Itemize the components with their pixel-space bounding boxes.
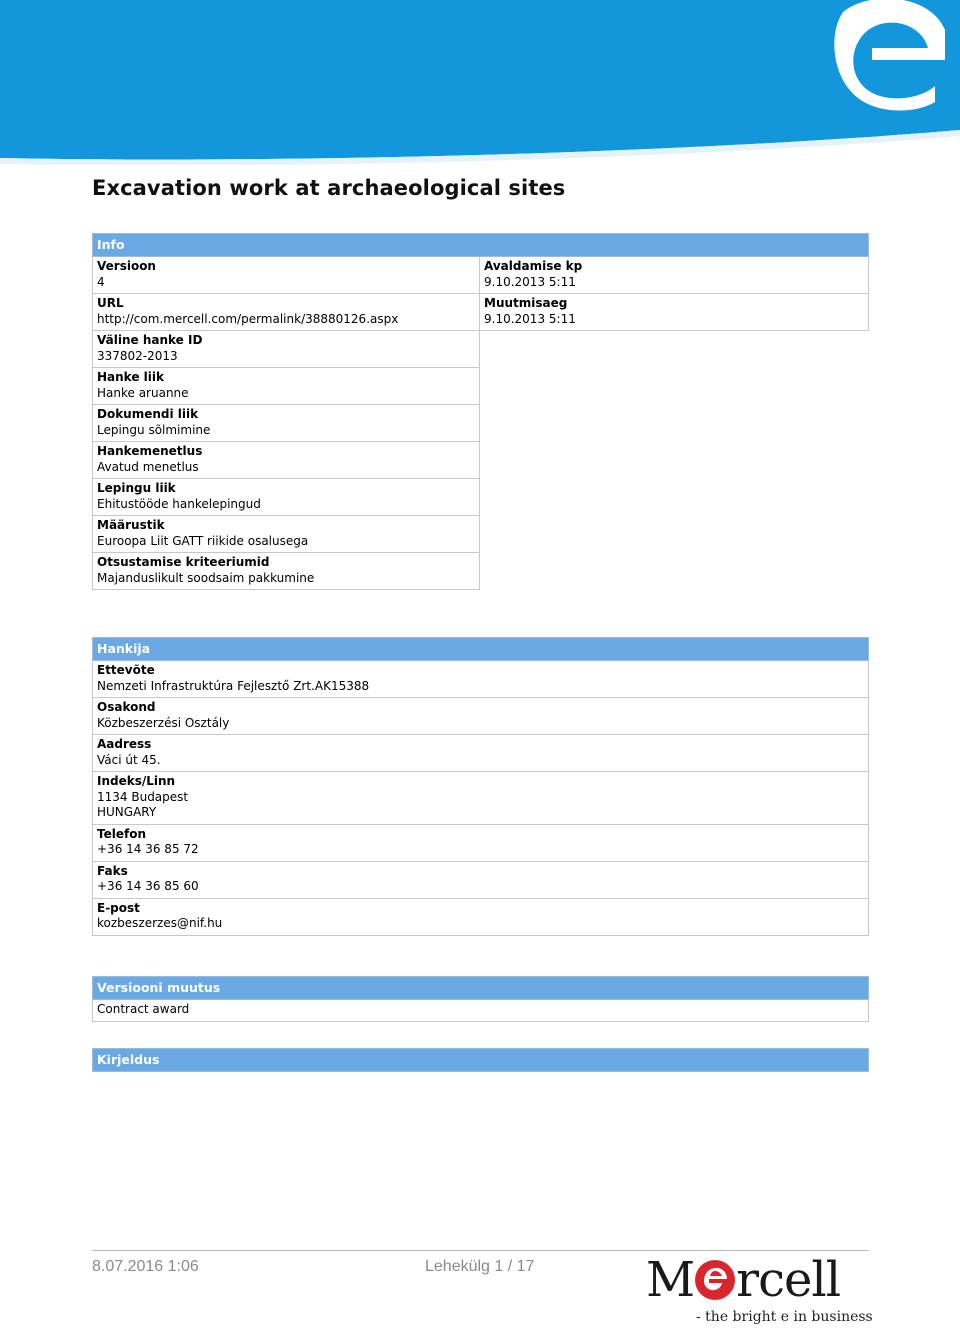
field-lepingu-liik	[92, 479, 480, 516]
logo-e-icon	[695, 1260, 735, 1300]
hankija-section-header: Hankija	[92, 637, 869, 661]
field-value: Euroopa Liit GATT riikide osalusega	[97, 533, 309, 548]
field-label: Lepingu liik	[97, 481, 176, 495]
field-valine-hanke-id	[92, 331, 480, 368]
info-section	[92, 233, 869, 585]
field-label: Väline hanke ID	[97, 333, 203, 347]
field-value: Váci út 45.	[97, 752, 161, 767]
field-telefon	[92, 825, 869, 862]
field-value: Majanduslikult soodsaim pakkumine	[97, 570, 315, 585]
field-value: http://com.mercell.com/permalink/38880126.aspx	[97, 311, 399, 326]
field-label: Indeks/Linn	[97, 774, 176, 788]
field-label: Aadress	[97, 737, 152, 751]
field-hankemenetlus	[92, 442, 480, 479]
logo-wordmark	[646, 1252, 840, 1308]
field-label: Telefon	[97, 826, 146, 841]
field-value: 9.10.2013 5:11	[484, 311, 576, 326]
field-value: +36 14 36 85 72	[97, 842, 199, 856]
field-label: Muutmisaeg	[484, 296, 568, 310]
field-value: 9.10.2013 5:11	[484, 274, 576, 289]
field-label: Avaldamise kp	[484, 259, 583, 273]
field-label: Faks	[97, 863, 128, 878]
footer-timestamp: 8.07.2016 1:06	[92, 1258, 199, 1275]
field-label: E-post	[97, 900, 140, 915]
field-value: kozbeszerzes@nif.hu	[97, 916, 223, 930]
logo-tagline: - the bright e in business	[696, 1309, 873, 1325]
versiooni-muutus-section	[92, 976, 869, 1022]
field-value: +36 14 36 85 60	[97, 879, 199, 893]
field-e-post	[92, 899, 869, 936]
page-title: Excavation work at archaeological sites	[92, 176, 566, 200]
versiooni-muutus-field	[92, 1000, 869, 1022]
footer-divider	[92, 1250, 869, 1251]
footer-page-number: Lehekülg 1 / 17	[425, 1258, 535, 1275]
field-value: Nemzeti Infrastruktúra Fejlesztő Zrt.AK15388	[97, 678, 370, 693]
kirjeldus-header: Kirjeldus	[92, 1048, 869, 1072]
field-value: Közbeszerzési Osztály	[97, 715, 230, 730]
field-value: Ehitustööde hankelepingud	[97, 496, 261, 511]
field-otsustamise-kriteeriumid	[92, 553, 480, 590]
info-left-column	[92, 257, 480, 590]
field-label: Hankemenetlus	[97, 444, 203, 458]
hankija-section	[92, 637, 869, 936]
field-label: Osakond	[97, 700, 156, 714]
versiooni-muutus-value: Contract award	[97, 1002, 190, 1016]
info-section-header: Info	[92, 233, 869, 257]
field-value: Lepingu sõlmimine	[97, 422, 211, 437]
hankija-fields	[92, 661, 869, 936]
kirjeldus-section	[92, 1048, 869, 1072]
field-value: Hanke aruanne	[97, 385, 189, 400]
field-value: 1134 Budapest HUNGARY	[97, 789, 189, 819]
field-muutmisaeg	[480, 294, 869, 331]
field-ettevote	[92, 661, 869, 698]
logo-text-rcell: rcell	[736, 1252, 841, 1308]
field-label: Versioon	[97, 259, 156, 273]
field-versioon	[92, 257, 480, 294]
field-osakond	[92, 698, 869, 735]
field-label: Otsustamise kriteeriumid	[97, 555, 270, 569]
field-url	[92, 294, 480, 331]
field-label: Määrustik	[97, 518, 165, 532]
field-value: 337802-2013	[97, 348, 178, 363]
field-label: URL	[97, 296, 124, 310]
field-hanke-liik	[92, 368, 480, 405]
mercell-logo	[640, 1252, 873, 1329]
field-avaldamise-kp	[480, 257, 869, 294]
field-maarustik	[92, 516, 480, 553]
top-banner	[0, 0, 960, 165]
field-label: Ettevõte	[97, 663, 155, 677]
field-aadress	[92, 735, 869, 772]
field-indeks-linn	[92, 772, 869, 825]
field-value: 4	[97, 274, 105, 289]
versiooni-muutus-header: Versiooni muutus	[92, 976, 869, 1000]
field-label: Hanke liik	[97, 370, 164, 384]
field-label: Dokumendi liik	[97, 407, 199, 421]
field-faks	[92, 862, 869, 899]
logo-text-m: M	[646, 1252, 695, 1308]
field-value: Avatud menetlus	[97, 459, 199, 474]
field-dokumendi-liik	[92, 405, 480, 442]
info-right-column	[480, 257, 869, 331]
